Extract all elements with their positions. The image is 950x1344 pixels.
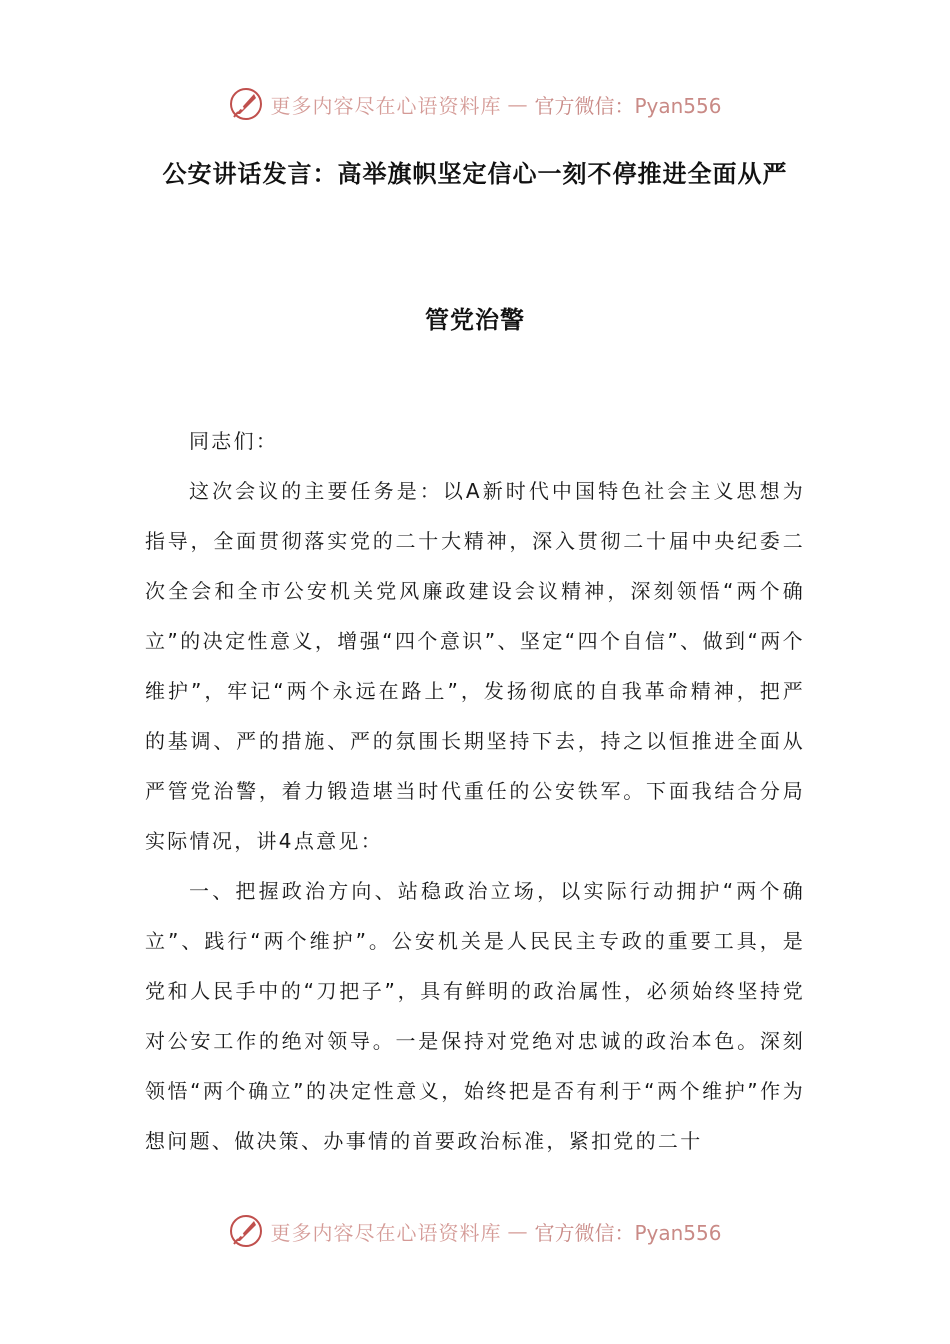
watermark-wechat: 官方微信：Pyan556 (534, 1220, 722, 1245)
document-title-line2: 管党治警 (425, 306, 525, 334)
document-body (145, 416, 805, 1166)
watermark-brand: 更多内容尽在心语资料库 (270, 1220, 502, 1245)
watermark-separator: — (507, 92, 529, 116)
watermark-footer (0, 1207, 950, 1255)
watermark-header (0, 80, 950, 128)
quill-logo-icon (228, 86, 264, 122)
section-one-paragraph: 一、把握政治方向、站稳政治立场，以实际行动拥护“两个确立”、践行“两个维护”。公安机关是人民民主专政的重要工具，是党和人民手中的“刀把子”，具有鲜明的政治属性，必须始终坚持党对公安工作的绝对领导。一是保持对党绝对忠诚的政治本色。深刻领悟“两个确立”的决定性意义，始终把是否有利于“两个维护”作为想问题、做决策、办事情的首要政治标准，紧扣党的二十 (145, 879, 805, 1153)
intro-paragraph: 这次会议的主要任务是：以A新时代中国特色社会主义思想为指导，全面贯彻落实党的二十大精神，深入贯彻二十届中央纪委二次全会和全市公安机关党风廉政建设会议精神，深刻领悟“两个确立”的决定性意义，增强“四个意识”、坚定“四个自信”、做到“两个维护”，牢记“两个永远在路上”，发扬彻底的自我革命精神，把严的基调、严的措施、严的氛围长期坚持下去，持之以恒推进全面从严管党治警，着力锻造堪当时代重任的公安铁军。下面我结合分局实际情况，讲4点意见： (145, 479, 805, 853)
salutation-paragraph: 同志们： (189, 429, 279, 453)
quill-logo-icon (228, 1213, 264, 1249)
watermark-separator: — (507, 1219, 529, 1243)
watermark-wechat: 官方微信：Pyan556 (534, 93, 722, 118)
watermark-brand: 更多内容尽在心语资料库 (270, 93, 502, 118)
document-title-line1: 公安讲话发言：高举旗帜坚定信心一刻不停推进全面从严 (162, 160, 788, 188)
